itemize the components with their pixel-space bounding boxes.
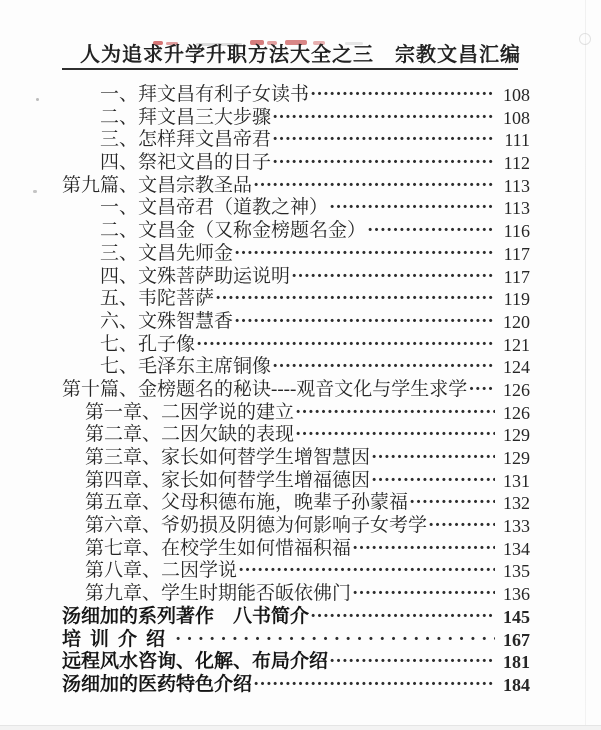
page-number: 116	[503, 221, 530, 242]
toc-row	[62, 606, 530, 629]
page-number: 117	[503, 243, 530, 264]
dot-leader	[238, 560, 495, 583]
toc-row	[62, 560, 530, 583]
page-number: 135	[503, 561, 530, 582]
toc-entry-title: 第八章、二因学说	[85, 560, 238, 582]
page-number: 119	[503, 289, 530, 310]
toc-row	[62, 538, 530, 561]
toc-entry-title: 第十篇、金榜题名的秘诀----观音文化与学生求学	[62, 378, 468, 400]
toc-list	[62, 84, 530, 697]
dot-leader	[234, 311, 495, 334]
page-number: 129	[503, 425, 530, 446]
toc-row	[62, 629, 530, 652]
toc-row	[62, 129, 530, 152]
page-number: 121	[503, 334, 530, 355]
toc-entry-title: 汤细加的系列著作 八书简介	[62, 605, 310, 627]
dot-leader	[175, 629, 495, 652]
toc-entry-title: 一、文昌帝君（道教之神）	[100, 197, 329, 219]
dot-leader	[272, 356, 495, 379]
toc-entry-title: 二、拜文昌三大步骤	[100, 106, 272, 128]
toc-entry-title: 第四章、家长如何替学生增福德因	[85, 469, 371, 491]
toc-entry-title: 第七章、在校学生如何惜福积福	[85, 537, 352, 559]
toc-row	[62, 334, 530, 357]
page-number: 126	[503, 402, 530, 423]
toc-entry-title: 第三章、家长如何替学生增智慧因	[85, 447, 371, 468]
page-number: 134	[503, 538, 530, 559]
dot-leader	[295, 424, 495, 447]
page-number: 113	[503, 198, 530, 219]
dot-leader	[295, 402, 495, 425]
toc-entry-title: 四、文殊菩萨助运说明	[100, 265, 291, 287]
toc-entry-title: 一、拜文昌有利子女读书	[100, 84, 310, 105]
page-number: 132	[503, 493, 530, 514]
page-number: 117	[503, 266, 530, 287]
dot-leader	[253, 674, 495, 697]
page-number: 113	[503, 175, 530, 196]
dot-leader	[272, 152, 495, 175]
toc-row	[62, 492, 530, 515]
scan-speckle	[36, 98, 39, 101]
toc-entry-title: 第二章、二因欠缺的表现	[85, 424, 295, 446]
page-number: 131	[503, 470, 530, 491]
page-bottom-edge	[0, 725, 601, 730]
toc-entry-title: 三、怎样拜文昌帝君	[100, 129, 272, 151]
scan-speckle	[33, 190, 37, 193]
toc-entry-title: 三、文昌先师金	[100, 242, 234, 264]
page-number: 108	[503, 107, 530, 128]
dot-leader	[468, 379, 495, 402]
toc-entry-title: 汤细加的医药特色介绍	[62, 673, 253, 695]
page-number: 112	[503, 153, 530, 174]
page-number: 136	[503, 584, 530, 605]
toc-row	[62, 220, 530, 243]
toc-row	[62, 243, 530, 266]
dot-leader	[310, 606, 495, 629]
dot-leader	[196, 334, 495, 357]
dot-leader	[310, 84, 495, 107]
page-number: 167	[503, 629, 530, 650]
toc-row	[62, 379, 530, 402]
page-edge-line	[585, 0, 586, 730]
dot-leader	[352, 583, 495, 606]
toc-entry-title: 第九篇、文昌宗教圣品	[62, 174, 253, 196]
toc-entry-title: 培训介绍	[62, 628, 175, 650]
page-number: 181	[503, 652, 530, 673]
toc-entry-title: 五、韦陀菩萨	[100, 288, 215, 310]
toc-row	[62, 402, 530, 425]
page-number: 145	[503, 606, 530, 627]
toc-row	[62, 470, 530, 493]
toc-entry-title: 第五章、父母积德布施，晚辈子孙蒙福	[85, 492, 409, 514]
toc-row	[62, 583, 530, 606]
toc-entry-title: 第六章、爷奶损及阴德为何影响子女考学	[85, 515, 428, 537]
toc-entry-title: 六、文殊智慧香	[100, 310, 234, 332]
toc-entry-title: 二、文昌金（又称金榜题名金）	[100, 220, 367, 242]
header-rule	[62, 68, 518, 70]
toc-row	[62, 175, 530, 198]
dot-leader	[329, 651, 495, 674]
page-number: 120	[503, 311, 530, 332]
page-header-title: 人为追求升学升职方法大全之三 宗教文昌汇编	[80, 44, 521, 66]
toc-entry-title: 七、孔子像	[100, 333, 196, 355]
page-number: 111	[504, 130, 530, 151]
toc-entry-title: 七、毛泽东主席铜像	[100, 356, 272, 378]
page-number: 126	[503, 379, 530, 400]
scan-artifact-ring	[579, 33, 591, 45]
dot-leader	[352, 538, 495, 561]
toc-row	[62, 197, 530, 220]
dot-leader	[215, 288, 495, 311]
dot-leader	[409, 492, 495, 515]
dot-leader	[428, 515, 495, 538]
toc-row	[62, 356, 530, 379]
toc-entry-title: 第九章、学生时期能否皈依佛门	[85, 583, 352, 605]
toc-row	[62, 447, 530, 470]
dot-leader	[367, 220, 495, 243]
toc-row	[62, 84, 530, 107]
dot-leader	[371, 447, 495, 470]
page-number: 184	[503, 674, 530, 695]
toc-row	[62, 424, 530, 447]
page-number: 133	[503, 516, 530, 537]
toc-row	[62, 515, 530, 538]
toc-row	[62, 651, 530, 674]
toc-entry-title: 远程风水咨询、化解、布局介绍	[62, 651, 329, 673]
dot-leader	[371, 470, 495, 493]
dot-leader	[329, 197, 495, 220]
toc-row	[62, 674, 530, 697]
toc-entry-title: 第一章、二因学说的建立	[85, 401, 295, 423]
dot-leader	[253, 175, 495, 198]
dot-leader	[234, 243, 495, 266]
dot-leader	[272, 129, 495, 152]
toc-row	[62, 311, 530, 334]
page-number: 124	[503, 357, 530, 378]
toc-row	[62, 152, 530, 175]
page-number: 129	[503, 448, 530, 468]
dot-leader	[272, 107, 495, 130]
toc-row	[62, 107, 530, 130]
toc-row	[62, 288, 530, 311]
page-number: 108	[503, 85, 530, 105]
toc-row	[62, 266, 530, 289]
dot-leader	[291, 266, 495, 289]
toc-entry-title: 四、祭祀文昌的日子	[100, 152, 272, 174]
